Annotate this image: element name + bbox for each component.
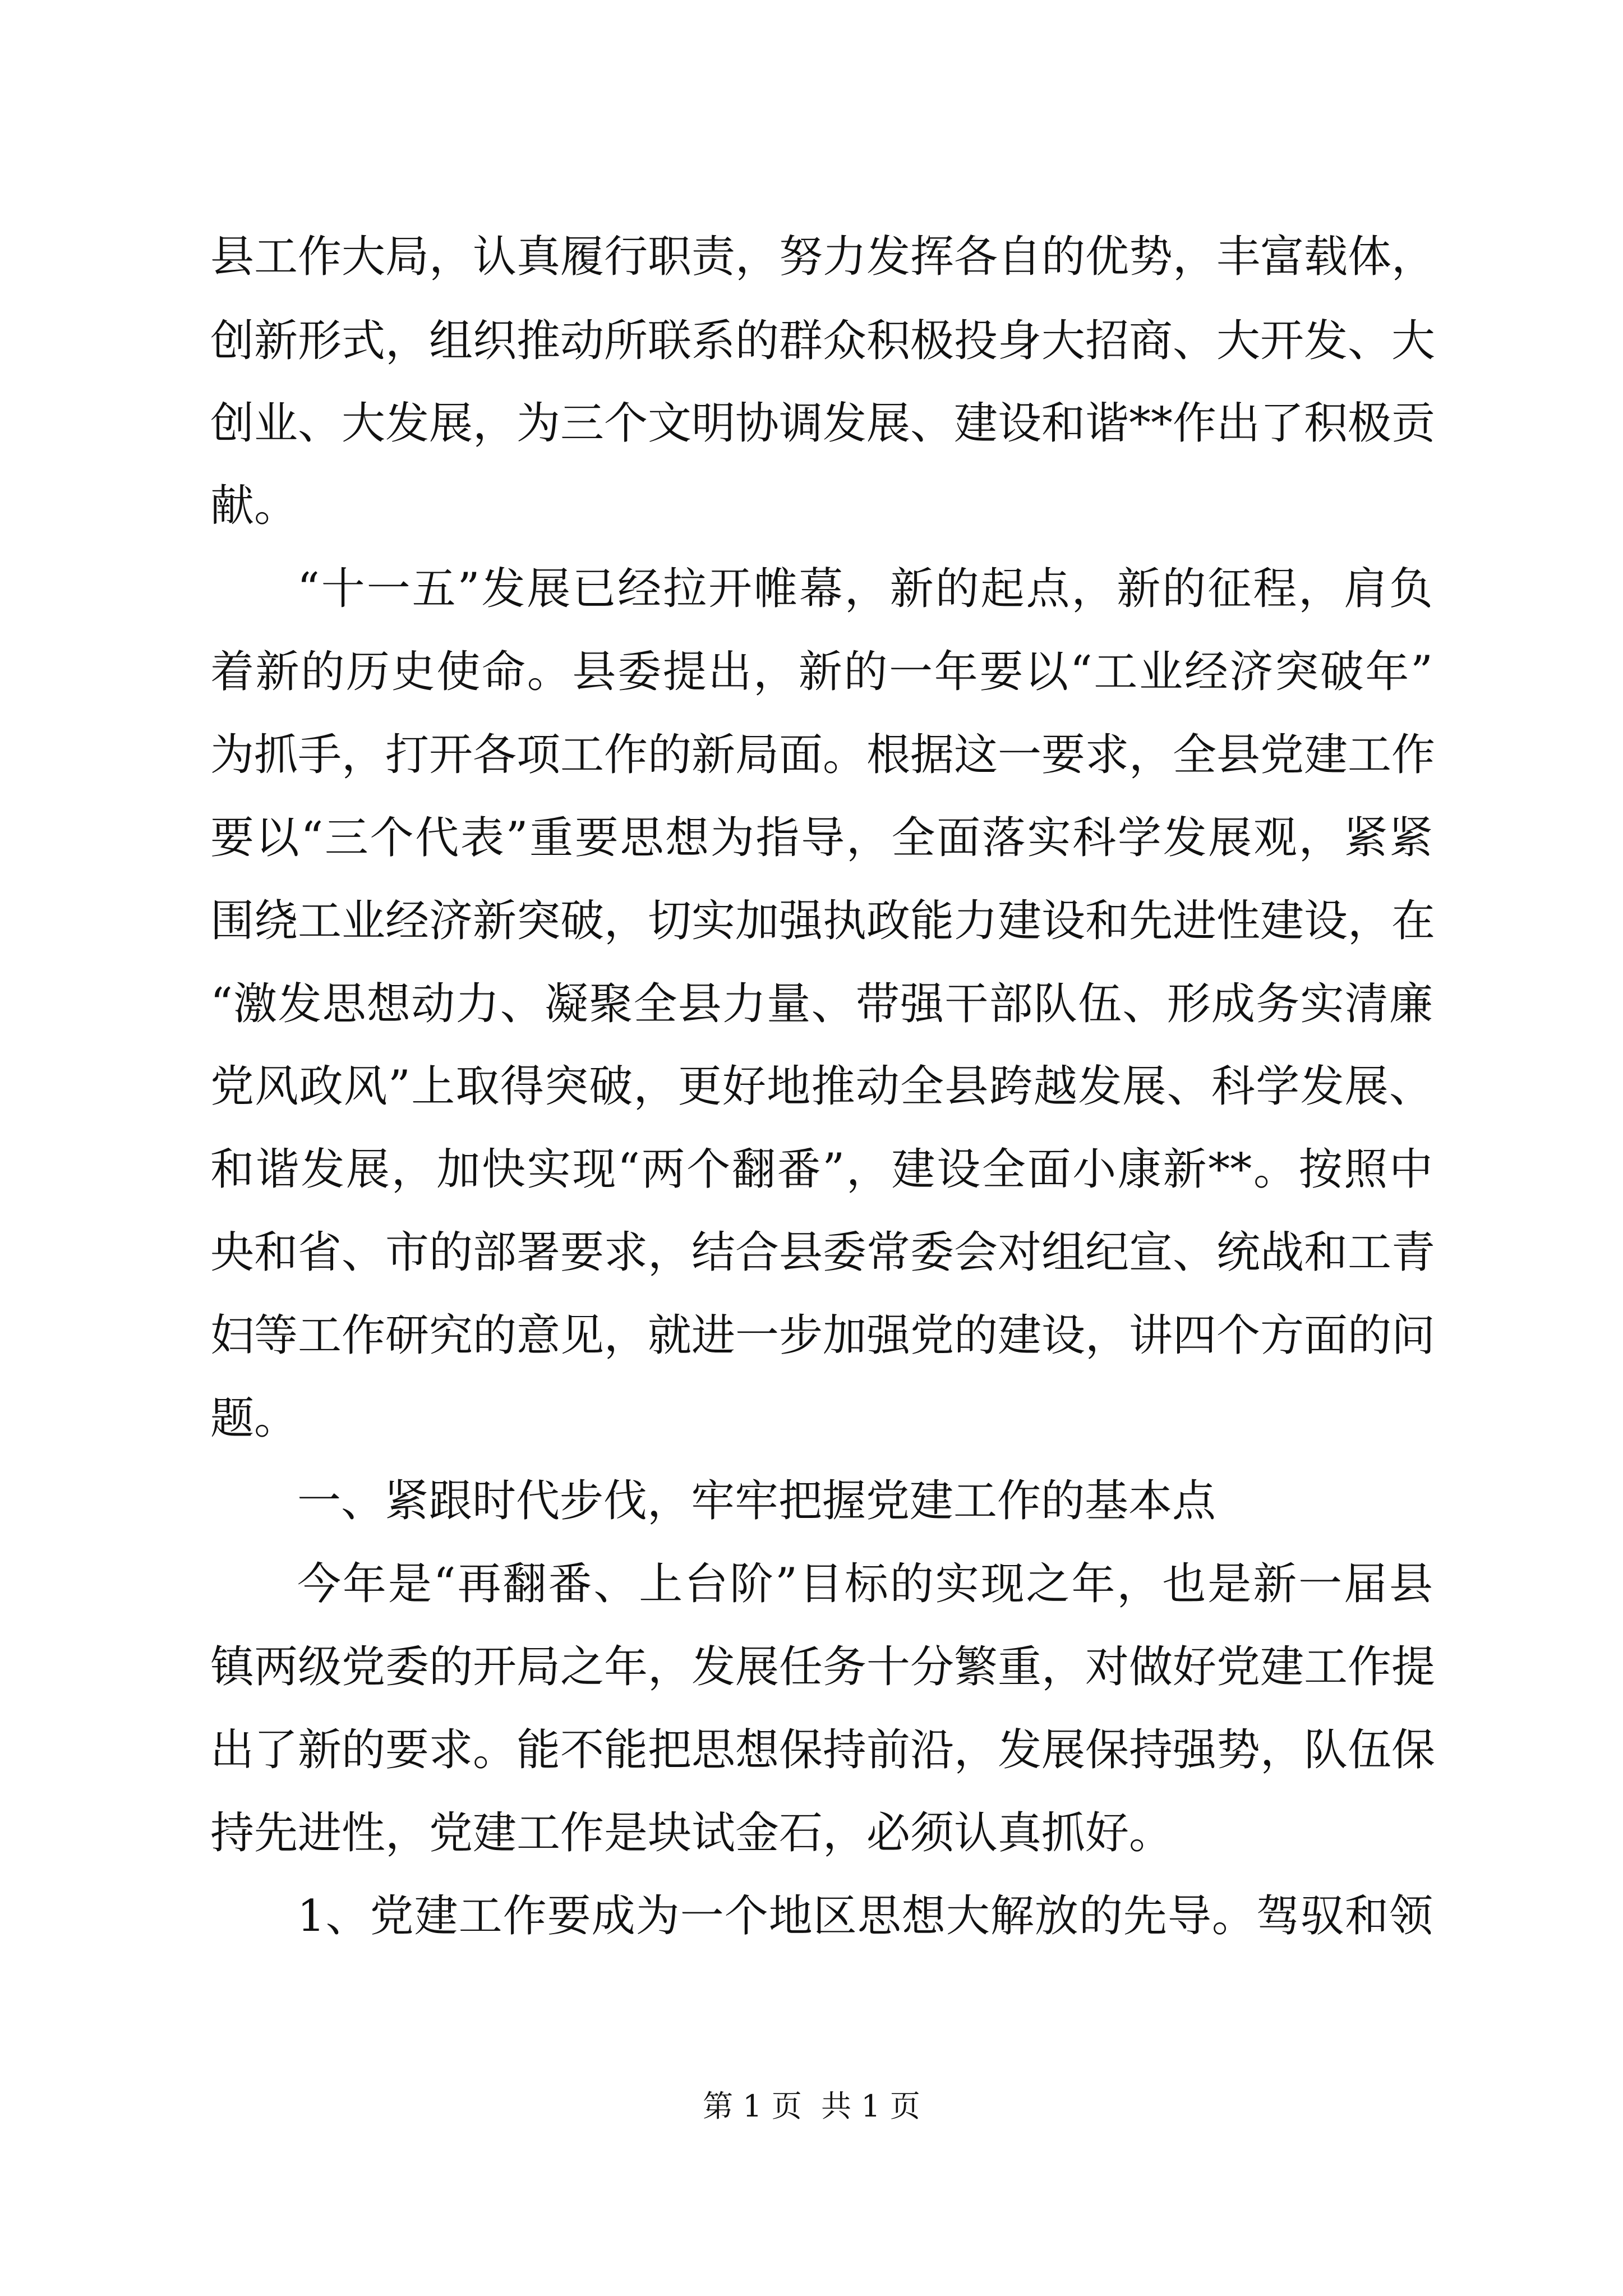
- body-line: 央和省、市的部署要求，结合县委常委会对组纪宣、统战和工青: [210, 1227, 1436, 1278]
- body-line: 1、党建工作要成为一个地区思想大解放的先导。驾驭和领: [297, 1891, 1433, 1941]
- body-line: 创新形式，组织推动所联系的群众积极投身大招商、大开发、大: [210, 316, 1436, 366]
- body-line: 创业、大发展，为三个文明协调发展、建设和谐**作出了积极贡: [210, 398, 1436, 449]
- page-number-footer: 第 1 页 共 1 页: [703, 2088, 920, 2124]
- body-line: 今年是“再翻番、上台阶”目标的实现之年，也是新一届县: [297, 1559, 1433, 1609]
- body-line: 党风政风”上取得突破，更好地推动全县跨越发展、科学发展、: [210, 1061, 1433, 1112]
- body-line: “十一五”发展已经拉开帷幕，新的起点，新的征程，肩负: [297, 564, 1433, 614]
- body-line: 要以“三个代表”重要思想为指导，全面落实科学发展观，紧紧: [210, 813, 1433, 863]
- body-line: 镇两级党委的开局之年，发展任务十分繁重，对做好党建工作提: [210, 1642, 1436, 1692]
- body-line: 持先进性，党建工作是块试金石，必须认真抓好。: [210, 1808, 1173, 1858]
- body-line: 和谐发展，加快实现“两个翻番”，建设全面小康新**。按照中: [210, 1144, 1433, 1195]
- body-line: 县工作大局，认真履行职责，努力发挥各自的优势，丰富载体，: [210, 232, 1436, 282]
- body-line: 着新的历史使命。县委提出，新的一年要以“工业经济突破年”: [210, 647, 1433, 697]
- body-line: 题。: [210, 1393, 298, 1444]
- body-line: 妇等工作研究的意见，就进一步加强党的建设，讲四个方面的问: [210, 1310, 1436, 1361]
- section-heading: 一、紧跟时代步伐，牢牢把握党建工作的基本点: [297, 1476, 1216, 1526]
- body-line: 为抓手，打开各项工作的新局面。根据这一要求，全县党建工作: [210, 730, 1436, 780]
- body-line: 围绕工业经济新突破，切实加强执政能力建设和先进性建设，在: [210, 896, 1436, 946]
- body-line: 献。: [210, 481, 298, 531]
- body-line: 出了新的要求。能不能把思想保持前沿，发展保持强势，队伍保: [210, 1725, 1436, 1775]
- body-line: “激发思想动力、凝聚全县力量、带强干部队伍、形成务实清廉: [210, 979, 1433, 1029]
